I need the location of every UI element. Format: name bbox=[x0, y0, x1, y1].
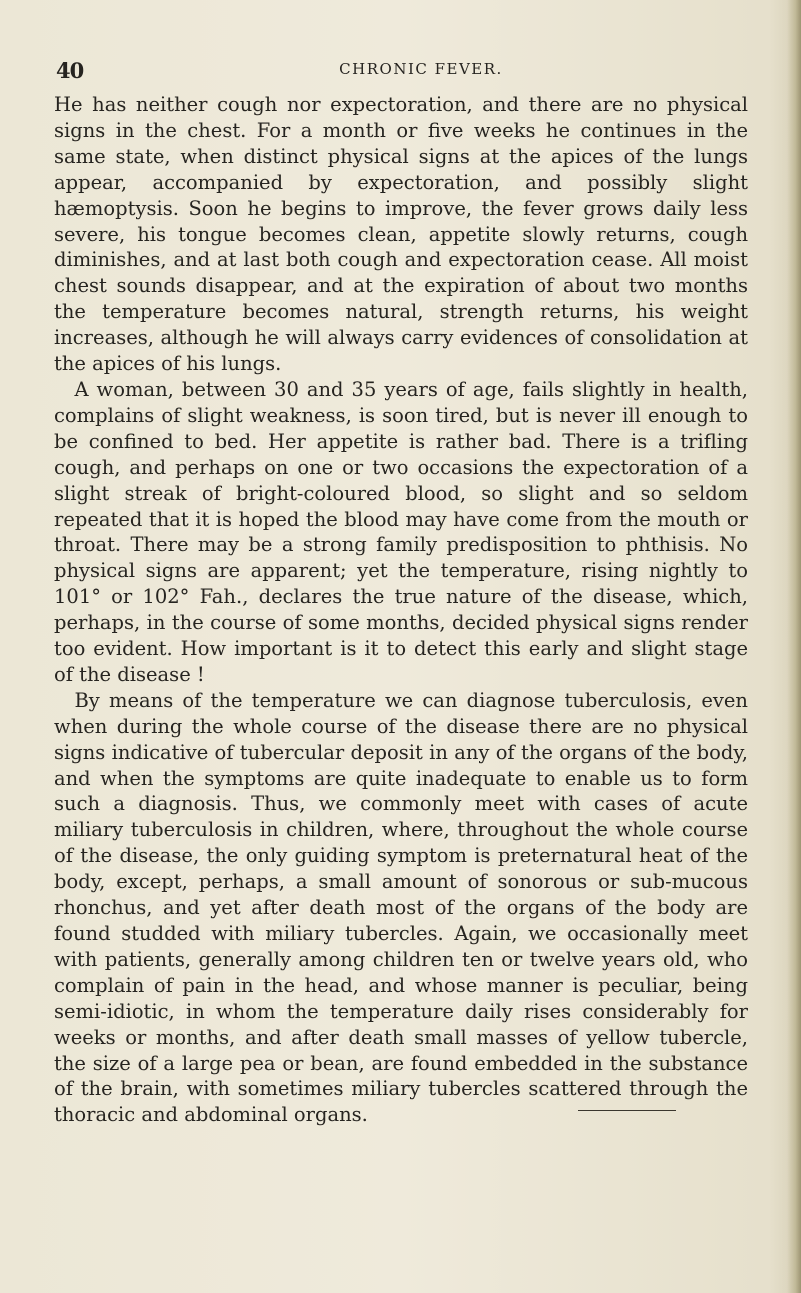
paragraph: A woman, between 30 and 35 years of age, fails slightly in health, complains of slight weakness, is soon tired, but is never ill enough to be confined to bed. Her appetite is rather bad. There is a trifling cough, and perhaps on one or two occasions the expectoration of a slight streak of bright-coloured blood, so slight and so seldom repeated that it is hoped the blood may have come from the mouth or throat. There may be a strong family predisposition to phthisis. No physical signs are apparent; yet the temperature, rising nightly to 101° or 102° Fah., declares the true nature of the disease, which, perhaps, in the course of some months, decided physical signs render too evident. How important is it to detect this early and slight stage of the disease ! bbox=[54, 377, 748, 686]
paragraph: By means of the temperature we can diagnose tuberculosis, even when during the whole course of the disease there are no physical signs indicative of tubercular deposit in any of the organs of the body, and when the symptoms are quite inadequate to enable us to form such a diagnosis. Thus, we commonly meet with cases of acute miliary tuberculosis in children, where, throughout the whole course of the disease, the only guiding symptom is preternatural heat of the body, except, perhaps, a small amount of sonorous or sub-mucous rhonchus, and yet after death most of the organs of the body are found studded with miliary tubercles. Again, we occasionally meet with patients, generally among children ten or twelve years old, who complain of pain in the head, and whose manner is peculiar, being semi-idiotic, in whom the temperature daily rises considerably for weeks or months, and after death small masses of yellow tubercle, the size of a large pea or bean, are found embedded in the substance of the brain, with sometimes miliary tubercles scattered through the thoracic and abdominal organs. bbox=[54, 688, 748, 1127]
running-title: CHRONIC FEVER. bbox=[339, 60, 503, 78]
paragraph: He has neither cough nor expectoration, and there are no physical signs in the chest. For a month or five weeks he continues in the same state, when distinct physical signs at the apices of the lungs appear, accompanied by expectoration, and possibly slight hæmoptysis. Soon he begins to improve, the fever grows daily less severe, his tongue becomes clean, appetite slowly returns, cough diminishes, and at last both cough and expectoration cease. All moist chest sounds disappear, and at the expiration of about two months the temperature becomes natural, strength returns, his weight increases, although he will always carry evidences of consolidation at the apices of his lungs. bbox=[54, 93, 748, 376]
page-header bbox=[56, 58, 746, 84]
page-number: 40 bbox=[56, 58, 84, 83]
page-edge-shadow bbox=[787, 0, 801, 1293]
body-text bbox=[54, 92, 748, 1128]
end-rule bbox=[578, 1110, 676, 1111]
